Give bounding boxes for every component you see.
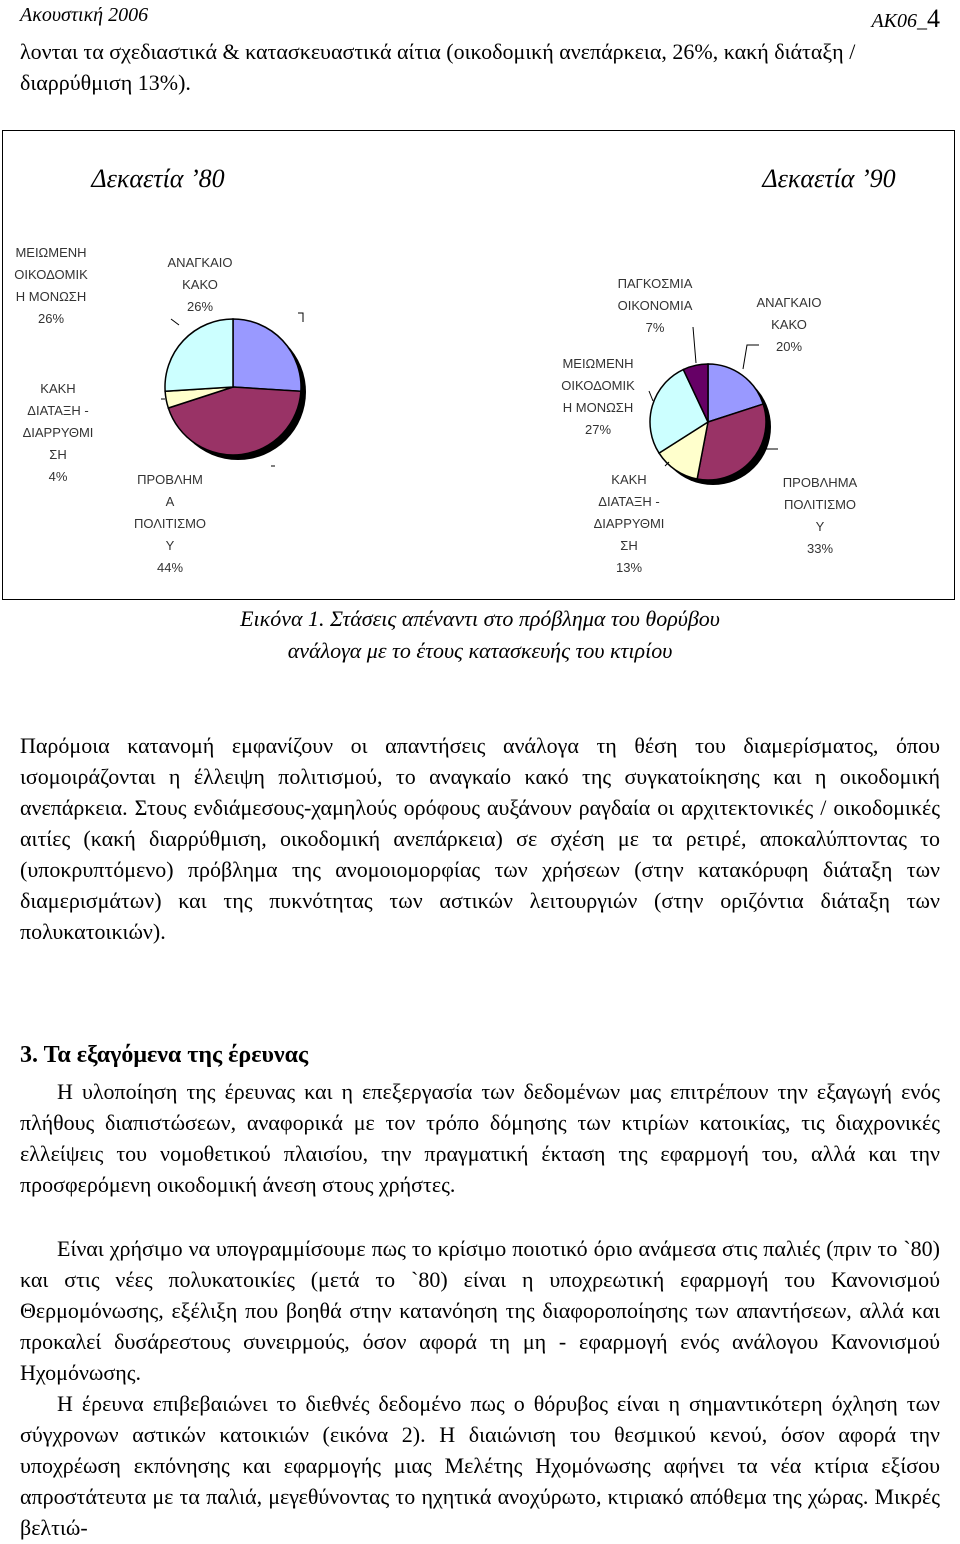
figure-1 <box>2 130 955 600</box>
slice-label: ΜΕΙΩΜΕΝΗ ΟΙΚΟΔΟΜΙΚ Η ΜΟΝΩΣΗ 26% <box>14 245 88 326</box>
figure-caption-line2: ανάλογα με το έτους κατασκευής του κτιρίου <box>287 638 673 663</box>
paper-code: ΑΚ06_ <box>871 10 927 32</box>
slice-label: ΑΝΑΓΚΑΙΟ ΚΑΚΟ 20% <box>756 295 822 354</box>
leader-line <box>743 345 759 369</box>
leader-line <box>298 313 303 322</box>
leader-line <box>693 327 696 363</box>
decade-80-title: Δεκαετία ’80 <box>91 164 225 193</box>
slice-label: ΠΡΟΒΛΗΜΑ ΠΟΛΙΤΙΣΜΟ Υ 33% <box>782 475 858 556</box>
slice-label: ΚΑΚΗ ΔΙΑΤΑΞΗ -ΔΙΑΡΡΥΘΜΙ ΣΗ 4% <box>22 381 94 484</box>
section-3-paragraph-2: Είναι χρήσιμο να υπογραμμίσουμε πως το κρίσιμο ποιοτικό όριο ανάμεσα στις παλιές (πριν το `80) και στις νέες πολυκατοικίες (μετά το `80) είναι η υποχρεωτική εφαρμογή του Κανονισμού Θερμομόνωσης, εξέλιξη που βοηθά στην κατανόηση της διαφοροποίησης των απαντήσεων, αλλά και προκαλεί δυσάρεστους συνειρμούς, όσον αφορά τη μη - εφαρμογή ενός ανάλογου Κανονισμού Ηχομόνωσης. <box>20 1236 940 1385</box>
running-header-right <box>871 4 940 34</box>
running-header-left: Ακουστική 2006 <box>20 4 149 26</box>
slice-label: ΑΝΑΓΚΑΙΟ ΚΑΚΟ 26% <box>167 255 233 314</box>
section-3-paragraph-3: Η έρευνα επιβεβαιώνει το διεθνές δεδομένο πως ο θόρυβος είναι η σημαντικότερη όχληση των σύγχρονων αστικών κατοικιών (εικόνα 2). Η διαιώνιση του θεσμικού κενού, όσον αφορά την υποχρέωση εκπόνησης και εφαρμογής μιας Μελέτης Ηχομόνωσης αφήνει τα νέα κτίρια εξίσου απροστάτευτα με τα παλιά, μεγεθύνοντας το ηχητικά ανοχύρωτο, κτιριακό απόθεμα της χώρας. Μικρές βελτιώ- <box>20 1391 940 1540</box>
decade-90-title: Δεκαετία ’90 <box>762 164 896 193</box>
page-number: 4 <box>927 4 940 33</box>
figure-caption-line1: Εικόνα 1. Στάσεις απέναντι στο πρόβλημα του θορύβου <box>240 606 720 631</box>
leader-line <box>649 391 653 401</box>
pie-slice <box>233 319 301 391</box>
leader-line <box>171 319 179 325</box>
paragraph-2: Παρόμοια κατανομή εμφανίζουν οι απαντήσεις ανάλογα τη θέση του διαμερίσματος, όπου ισομοιράζονται η έλλειψη πολιτισμού, το αναγκαίο κακό της συγκατοίκησης και η οικοδομική ανεπάρκεια. Στους ενδιάμεσους-χαμηλούς ορόφους αυξάνουν ραγδαία οι αρχιτεκτονικές / οικοδομικές αιτίες (κακή διαρρύθμιση, οικοδομική ανεπάρκεια) σε σχέση με τα ρετιρέ, αποκαλύπτοντας το (υποκρυπτόμενο) πρόβλημα της ανομοιομορφίας των χρήσεων (στην κατακόρυφη διάταξη των διαμερισμάτων) και της πυκνότητας των αστικών λειτουργιών (στην οριζόντια διάταξη των πολυκατοικιών). <box>20 733 940 944</box>
section-3-paragraph-1: Η υλοποίηση της έρευνας και η επεξεργασία των δεδομένων μας επιτρέπουν την εξαγωγή ενός πλήθους διαπιστώσεων, αναφορικά με τον τρόπο δόμησης των κτιρίων κατοικίας, τις διαχρονικές ελλείψεις του νομοθετικού πλαισίου, την πραγματική έκταση της εφαρμογή του, αλλά και την προσφερόμενη οικοδομική άνεση στους χρήστες. <box>20 1079 940 1197</box>
pie-slice <box>165 319 233 391</box>
slice-label: ΠΡΟΒΛΗΜ Α ΠΟΛΙΤΙΣΜΟ Υ 44% <box>133 472 207 575</box>
intro-paragraph: λονται τα σχεδιαστικά & κατασκευαστικά αίτια (οικοδομική ανεπάρκεια, 26%, κακή διάταξη / διαρρύθμιση 13%). <box>20 39 856 95</box>
pie-1 <box>165 319 306 460</box>
section-3-title: 3. Τα εξαγόμενα της έρευνας <box>20 1042 309 1068</box>
pie-2 <box>650 364 771 485</box>
slice-label: ΚΑΚΗ ΔΙΑΤΑΞΗ -ΔΙΑΡΡΥΘΜΙ ΣΗ 13% <box>593 472 665 575</box>
slice-label: ΠΑΓΚΟΣΜΙΑ ΟΙΚΟΝΟΜΙΑ 7% <box>617 276 693 335</box>
slice-label: ΜΕΙΩΜΕΝΗ ΟΙΚΟΔΟΜΙΚ Η ΜΟΝΩΣΗ 27% <box>561 356 635 437</box>
pie-charts <box>3 131 956 601</box>
